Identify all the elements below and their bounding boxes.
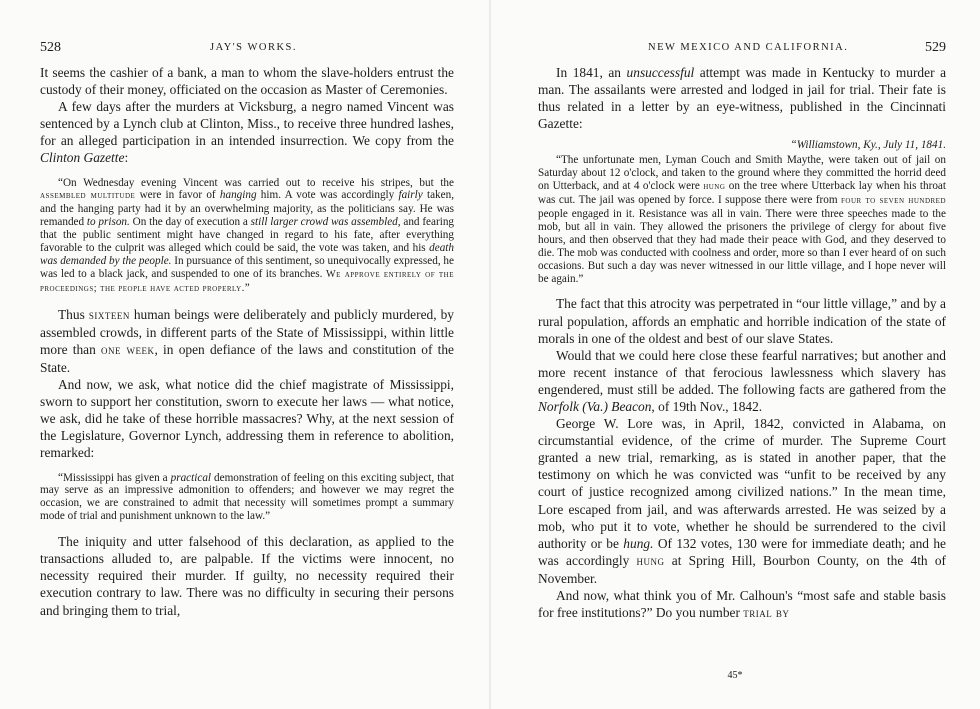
paragraph: The fact that this atrocity was perpetrated in “our little village,” and by a rural population, affords an emphatic and horrible indication of the state of morals in one of the oldest and best of our slave States. [538, 296, 946, 346]
page-number: 528 [40, 40, 61, 55]
paragraph: The iniquity and utter falsehood of this declaration, as applied to the transactions alluded to, are palpable. If the victims were innocent, no necessity required their murder. If guilty, no necessity required their execution contrary to law. There was no difficulty in securing their persons and bringing them to trial, [40, 534, 454, 618]
left-running-head [40, 40, 454, 64]
signature-mark: 45* [727, 670, 743, 681]
paragraph: In 1841, an unsuccessful attempt was made in Kentucky to murder a man. The assailants were arrested and lodged in jail for trial. Their fate is thus related in a letter by an eye-witness, published in the Cincinnati Gazette: [538, 65, 947, 132]
page-number: 529 [925, 40, 946, 55]
paragraph: Would that we could here close these fearful narratives; but another and more recent instance of that ferocious lawlessness which slavery has engendered, must still be added. The following facts are gathered from the Norfolk (Va.) Beacon, of 19th Nov., 1842. [538, 347, 946, 414]
paragraph: Thus sixteen human beings were deliberately and publicly murdered, by assembled crowds, in different parts of the State of Mississippi, within little more than one week, in open defiance of the laws and constitution of the State. [40, 306, 454, 375]
paragraph: A few days after the murders at Vicksburg, a negro named Vincent was sentenced by a Lynch club at Clinton, Miss., to receive three hundred lashes, for an alleged participation in an intended insurrection. We copy from the Clinton Gazette: [40, 99, 454, 166]
paragraph: It seems the cashier of a bank, a man to whom the slave-holders entrust the custody of their money, officiated on the occasion as Master of Ceremonies. [40, 65, 454, 98]
paragraph: George W. Lore was, in April, 1842, convicted in Alabama, on circumstantial evidence, of the crime of murder. The Supreme Court granted a new trial, remarking, as is stated in another paper, that the testimony on which he was convicted was “unfit to be received by any court of justice recognized among civilized nations.” In the mean time, Lore escaped from jail, and was afterwards arrested. He was seized by a mob, who put it to vote, whether he should be surrendered to the civil authority or be hung. Of 132 votes, 130 were for immediate death; and he was accordingly hung at Spring Hill, Bourbon County, on the 4th of November. [538, 416, 947, 586]
block-quote: “Mississippi has given a practical demonstration of feeling on this exciting subject, that may serve as an impressive admonition to offenders; and however we may regret the occasion, we are constrained to admit that necessity will sometimes prompt a summary mode of trial and punishment unknown to the law.” [40, 471, 454, 523]
block-quote: “On Wednesday evening Vincent was carried out to receive his stripes, but the assembled multitude were in favor of hanging him. A vote was accordingly fairly taken, and the hanging party had it by an overwhelming majority, as the politicians say. He was remanded to prison. On the day of execution a still larger crowd was assembled, and fearing that the public sentiment might have changed in regard to his fate, after everything favorable to the culprit was alleged which could be said, the vote was taken, and his death was demanded by the people. In pursuance of this sentiment, so unequivocally expressed, he was led to a black jack, and suspended to one of its branches. We approve entirely of the proceedings; the people have acted properly.” [40, 176, 455, 294]
right-page [490, 0, 980, 709]
dateline: “Williamstown, Ky., July 11, 1841. [790, 139, 946, 152]
running-title: JAY'S WORKS. [210, 42, 297, 53]
paragraph: And now, we ask, what notice did the chief magistrate of Mississippi, sworn to support her constitution, sworn to execute her laws — what notice, we ask, did he take of these horrible massacres? Why, at the next session of the Legislature, Governor Lynch, addressing them in reference to abolition, remarked: [40, 377, 454, 461]
right-running-head [538, 40, 946, 64]
block-quote: “The unfortunate men, Lyman Couch and Smith Maythe, were taken out of jail on Saturday about 12 o'clock, and taken to the ground where they committed the horrid deed on Utterback, and at 4 o'clock were hung on the tree where Utterback lay when his throat was cut. The jail was opened by force. I suppose there were from four to seven hundred people engaged in it. Resistance was all in vain. There were three speeches made to the mob, but all in vain. They allowed the prisoners the privilege of clergy for about five hours, and then observed that they had made their peace with God, and they deserved to die. The mob was conducted with coolness and order, more so than I ever heard of on such occasions. But such a day was never witnessed in our little village, and I hope never will be again.” [538, 154, 946, 285]
running-title: NEW MEXICO AND CALIFORNIA. [648, 42, 849, 53]
paragraph: And now, what think you of Mr. Calhoun's “most safe and stable basis for free institutions?” Do you number trial by [538, 588, 946, 621]
